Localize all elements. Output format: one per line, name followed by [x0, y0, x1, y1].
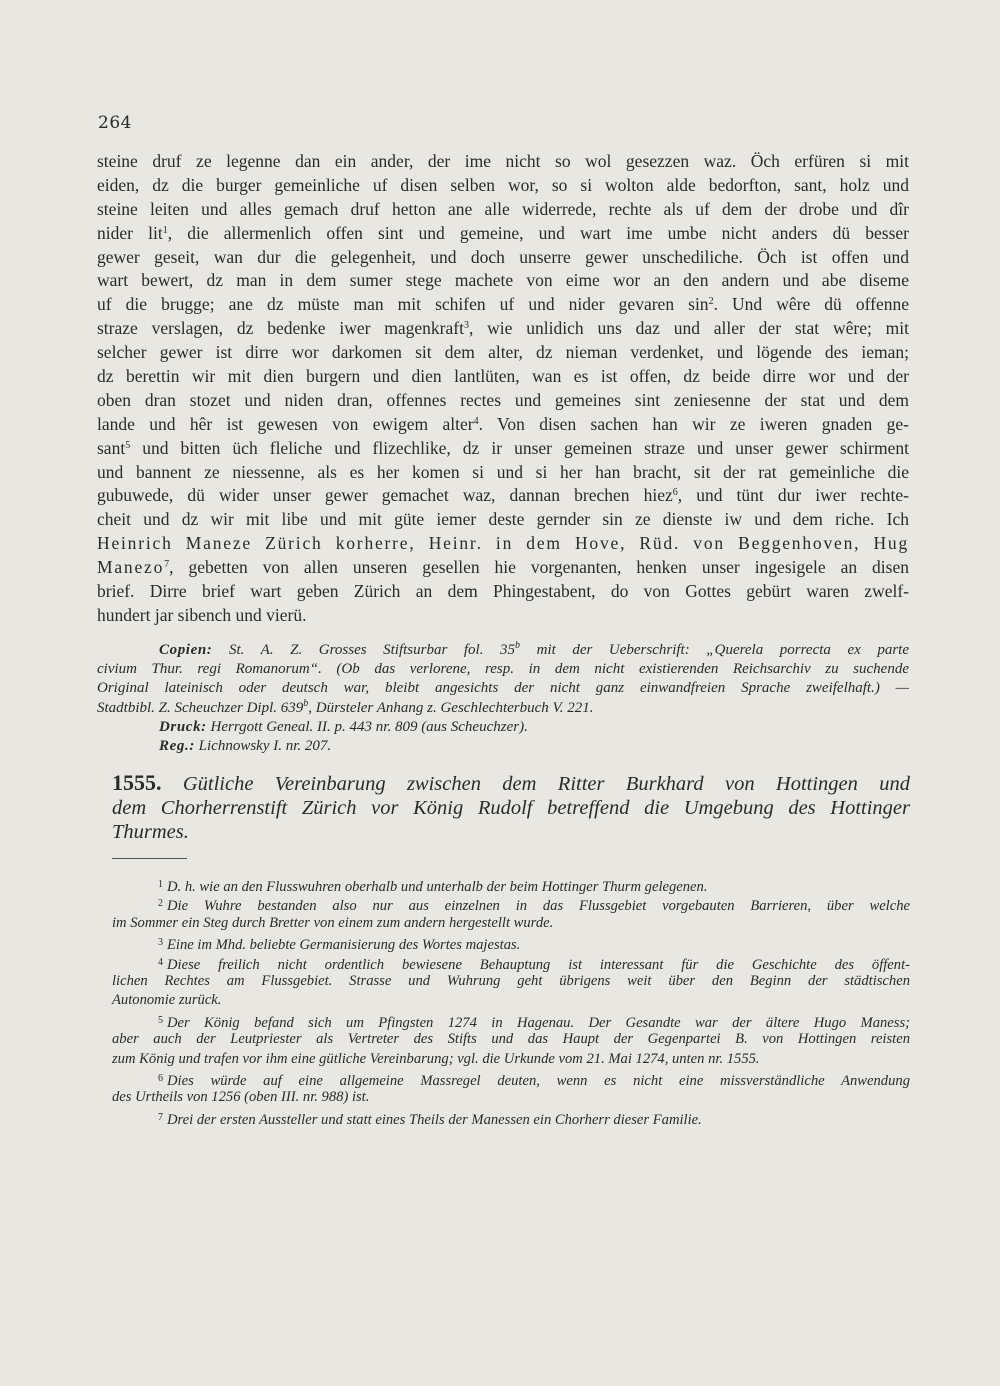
- text-segment: , die allermenlich offen sint und gemeine, und wart ime umbe nicht anders dü besser: [167, 222, 909, 243]
- text-line: [97, 556, 909, 580]
- footnote-line: Autonomie zurück.: [112, 992, 222, 1009]
- text-line: eiden, dz die burger gemeinliche uf disen selben wor, so si wolton alde bedorfton, sant, holz und: [97, 174, 909, 195]
- superscript: b: [303, 697, 309, 709]
- text-line: Heinrich Maneze Zürich korherre, Heinr. in dem Hove, Rüd. von Beggenhoven, Hug: [97, 533, 909, 554]
- footnote-ref: 4: [473, 415, 479, 427]
- text-line: [97, 222, 909, 246]
- copien-line: [97, 699, 909, 718]
- text-segment: Gütliche Vereinbarung zwischen dem Ritter Burkhard von Hottingen und: [161, 773, 910, 795]
- footnote-line: zum König und trafen vor ihm eine gütliche Vereinbarung; vgl. die Urkunde vom 21. Mai 1274, unten nr. 1555.: [112, 1050, 760, 1067]
- footnote-ref: 7: [164, 559, 170, 571]
- copien-label: Copien:: [159, 642, 213, 658]
- charter-text: [97, 150, 909, 628]
- text-segment: nider lit: [97, 222, 163, 243]
- copien-line: [97, 641, 909, 660]
- text-segment: Stadtbibl. Z. Scheuchzer Dipl. 639: [97, 699, 304, 716]
- footnote-line: aber auch der Leutpriester als Vertreter des Stifts und das Haupt der Gegenpartei B. von Hottingen reisten: [112, 1031, 910, 1048]
- text-segment: D. h. wie an den Flusswuhren oberhalb und unterhalb der beim Hottinger Thurm gelegenen.: [167, 879, 708, 895]
- text-segment: . Von disen sachen han wir ze iweren gnaden ge-: [478, 413, 909, 434]
- footnote-number: 3: [158, 937, 163, 949]
- section-number: 1555.: [112, 770, 162, 795]
- footnote-line: im Sommer ein Steg durch Bretter von einem zum andern hergestellt wurde.: [112, 914, 554, 931]
- text-line: [97, 413, 909, 437]
- text-segment: uf die brugge; ane dz müste man mit schifen uf und nider gevaren sin: [97, 294, 709, 315]
- footnote-line: lichen Rechtes am Flussgebiet. Strasse und Wuhrung geht übrigens weit über den Beginn der städtischen: [112, 972, 910, 989]
- source-notes: [97, 641, 909, 756]
- footnote-ref: 6: [672, 487, 678, 499]
- text-segment: sant: [97, 437, 126, 458]
- copien-line: Original lateinisch oder deutsch war, bleibt angesichts der nicht ganz einwandfreien Sprache zweifelhaft.) —: [97, 680, 909, 697]
- druck-label: Druck:: [159, 718, 207, 735]
- footnote-line: [112, 875, 910, 894]
- text-line: brief. Dirre brief wart geben Zürich an dem Phingestabent, do von Gottes gebürt waren zwelf-: [97, 581, 909, 602]
- text-line: [97, 484, 909, 508]
- footnote-number: 5: [158, 1014, 163, 1026]
- text-segment: , Dürsteler Anhang z. Geschlechterbuch V. 221.: [308, 699, 594, 716]
- copien-line: civium Thur. regi Romanorum“. (Ob das verlorene, resp. in dem nicht existierenden Reichsarchiv zu suchende: [97, 661, 909, 678]
- footnote-line: [112, 953, 910, 972]
- text-segment: Lichnowsky I. nr. 207.: [194, 737, 332, 754]
- text-line: dz berettin wir mit dien burgern und dien lantlüten, wan es ist offen, dz beide dirre wor und der: [97, 366, 909, 387]
- footnote-line: des Urtheils von 1256 (oben III. nr. 988) ist.: [112, 1089, 370, 1106]
- reg-line: [97, 737, 909, 756]
- text-segment: lande und hêr ist gewesen von ewigem alter: [97, 413, 474, 434]
- text-line: steine leiten und alles gemach druf hetton ane alle widerrede, rechte als uf dem der drobe und dîr: [97, 198, 909, 219]
- footnote-number: 7: [158, 1111, 163, 1123]
- footnote-number: 4: [158, 956, 163, 968]
- section-heading: [112, 771, 910, 845]
- text-segment: Die Wuhre bestanden also nur aus einzelnen in das Flussgebiet vorgebauten Barrieren, über welche: [167, 898, 910, 915]
- text-segment: und bitten üch fleliche und flizechlike, dz ir unser gemeinen straze und unser gewer schirment: [130, 437, 909, 458]
- footnote-ref: 1: [162, 224, 168, 236]
- reg-label: Reg.:: [159, 737, 195, 754]
- text-segment: Dies würde auf eine allgemeine Massregel deuten, wenn es nicht eine missverständliche Anwendung: [167, 1072, 910, 1089]
- text-segment: St. A. Z. Grosses Stiftsurbar fol. 35: [212, 642, 516, 658]
- footnote-line: [112, 1108, 910, 1127]
- text-line: steine druf ze legenne dan ein ander, der ime nicht so wol gesezzen waz. Öch erfüren si mit: [97, 151, 909, 171]
- text-segment: Herrgott Geneal. II. p. 443 nr. 809 (aus Scheuchzer).: [206, 718, 528, 735]
- footnote-line: [112, 894, 910, 913]
- text-line: [97, 317, 909, 341]
- text-segment: , gebetten von allen unseren gesellen hie vorgenanten, henken unser ingesigele an disen: [169, 557, 909, 578]
- text-line: selcher gewer ist dirre wor darkomen sit dem alter, dz nieman verdenket, und lögende des ieman;: [97, 342, 909, 363]
- text-line: [97, 437, 909, 461]
- footnote-line: [112, 1069, 910, 1088]
- text-segment: Drei der ersten Aussteller und statt eines Theils der Manessen ein Chorherr dieser Familie.: [167, 1111, 702, 1128]
- text-segment: Eine im Mhd. beliebte Germanisierung des Wortes majestas.: [167, 937, 521, 954]
- footnote-number: 2: [158, 898, 163, 910]
- footnotes: [112, 875, 910, 1127]
- footnote-line: [112, 1011, 910, 1030]
- footnote-line: [112, 933, 910, 952]
- text-line: oben dran stozet und niden dran, offennes rectes und gemeines sint zeniesenne der stat und dem: [97, 389, 909, 410]
- text-segment: Manezo: [97, 557, 165, 578]
- text-segment: gubuwede, dü wider unser gewer gemachet waz, dannan brechen hiez: [97, 485, 673, 506]
- superscript: b: [515, 640, 521, 651]
- text-line: gewer geseit, wan dur die gelegenheit, und doch unserre gewer unschediliche. Öch ist offen und: [97, 246, 909, 267]
- text-segment: , und tünt dur iwer rechte-: [677, 485, 910, 506]
- text-segment: straze verslagen, dz bedenke iwer magenkraft: [97, 318, 464, 339]
- heading-line: dem Chorherrenstift Zürich vor König Rudolf betreffend die Umgebung des Hottinger: [112, 796, 910, 819]
- footnote-ref: 3: [463, 320, 469, 332]
- text-line: [97, 293, 909, 317]
- text-line: wart bewert, dz man in dem sumer stege machete von eime wor an den andern und abe diseme: [97, 270, 909, 291]
- footnote-ref: 5: [125, 439, 131, 451]
- text-line: und bannent ze niessenne, als es her komen si und si her han bracht, sit der rat gemeinliche die: [97, 461, 909, 482]
- text-segment: mit der Ueberschrift: „Querela porrecta ex parte: [520, 642, 910, 658]
- text-line: cheit und dz wir mit libe und mit güte iemer deste gernder sin ze dienste iw und dem riche. Ich: [97, 509, 909, 530]
- text-segment: . Und wêre dü offenne: [713, 294, 909, 315]
- text-segment: , wie unlidich uns daz und aller der stat wêre; mit: [468, 318, 910, 339]
- text-line: hundert jar sibench und vierü.: [97, 604, 307, 625]
- footnote-divider: [112, 858, 187, 859]
- text-segment: Diese freilich nicht ordentlich bewiesene Behauptung ist interessant für die Geschichte des öffent-: [167, 956, 910, 973]
- heading-line: [112, 771, 910, 796]
- footnote-number: 1: [158, 879, 163, 890]
- text-segment: Der König befand sich um Pfingsten 1274 in Hagenau. Der Gesandte war der ältere Hugo Maness;: [167, 1014, 910, 1031]
- footnote-number: 6: [158, 1072, 163, 1084]
- heading-line: Thurmes.: [112, 821, 189, 843]
- page-number: 264: [98, 113, 132, 133]
- druck-line: [97, 718, 909, 737]
- footnote-ref: 2: [708, 296, 714, 308]
